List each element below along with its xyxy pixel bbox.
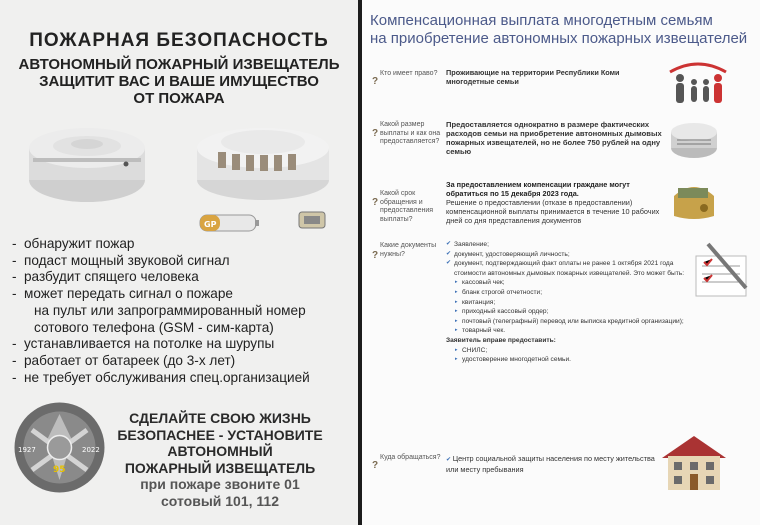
question-mark-icon: ? [372,250,379,261]
list-item: - устанавливается на потолке на шурупы [10,336,355,353]
row-label: Какой размер выплаты и как она предоставляется? [380,121,441,145]
cta-line: ПОЖАРНЫЙ ИЗВЕЩАТЕЛЬ [124,459,316,476]
battery-label: GP [204,220,217,229]
list-item: - не требует обслуживания спец.организацией [10,370,355,387]
title-line: Компенсационная выплата многодетным семьям [370,12,713,29]
list-item: - подаст мощный звуковой сигнал [10,253,355,270]
smoke-detector-image [188,112,338,207]
question-mark-icon: ? [372,76,379,87]
list-item: - обнаружит пожар [10,236,355,253]
subtitle-line: АВТОНОМНЫЙ ПОЖАРНЫЙ ИЗВЕЩАТЕЛЬ [18,56,340,73]
emblem-year-right: 2022 [82,446,100,454]
smoke-detector-icon [668,114,720,164]
cta-line: АВТОНОМНЫЙ [167,443,273,459]
cta-line: СДЕЛАЙТЕ СВОЮ ЖИЗНЬ [129,410,311,426]
mounting-kit-image [296,208,330,232]
check-icon: ✔ [446,457,453,463]
address-text: Центр социальной защиты населения по месту жительства или месту пребывания [446,454,655,474]
question-mark-icon: ? [372,128,379,139]
question-mark-icon: ? [372,197,379,208]
battery-image [198,212,260,234]
features-list [10,236,355,386]
row-label: Кто имеет право? [380,70,438,77]
row-text [446,454,656,474]
list-item-continuation: сотового телефона (GSM - сим-карта) [34,319,274,335]
emergency-phone-line: при пожаре звоните 01 [140,476,300,492]
row-label: Какой срок обращения и предоставления выплаты? [380,190,434,223]
list-item: ▸ приходный кассовый ордер; [446,307,696,317]
row-text [446,180,664,225]
wallet-icon [668,178,720,222]
row-text: Предоставляется однократно в размере фактических расходов семьи на приобретение автономных дымовых пожарных извещателей, но не более 750 рублей на одну семью [446,120,662,156]
list-item: ▸ почтовый (телеграфный) перевод или выписка кредитной организации); [446,317,696,327]
call-to-action [110,410,330,509]
row-text: Проживающие на территории Республики Коми многодетные семьи [446,68,620,86]
subtitle-line: ЗАЩИТИТ ВАС И ВАШЕ ИМУЩЕСТВО [39,73,319,90]
list-item: ▸ кассовый чек; [446,278,696,288]
list-item: - может передать сигнал о пожаре [10,286,355,303]
pen-and-checklist-icon [688,236,754,302]
question-mark-icon: ? [372,460,379,471]
deadline-text: За предоставлением компенсации граждане могут обратиться по 15 декабря 2023 года. [446,180,630,198]
leaflet-title: ПОЖАРНАЯ БЕЗОПАСНОСТЬ [29,30,329,51]
emblem-year-left: 1927 [18,446,36,454]
emergency-phone-line: сотовый 101, 112 [161,492,279,509]
list-item: ▸ товарный чек. [446,326,696,336]
list-item-continuation: на пульт или запрограммированный номер [34,302,306,318]
fire-safety-leaflet [0,0,358,525]
list-item: ▸ квитанция; [446,298,696,308]
list-item: ▸ СНИЛС; [446,346,696,356]
list-item: ✔ Заявление; [446,240,696,250]
cta-line: БЕЗОПАСНЕЕ - УСТАНОВИТЕ [117,426,323,443]
list-item: ✔ документ, удостоверяющий личность; [446,250,696,260]
fire-service-emblem-icon [12,400,107,495]
list-item: - работает от батареек (до 3-х лет) [10,353,355,370]
row-label: Какие документы нужны? [380,242,437,258]
subtitle-line: ОТ ПОЖАРА [133,90,225,107]
documents-list [446,240,696,365]
house-icon [658,432,730,494]
leaflet-subtitle [8,56,350,107]
family-icon [662,62,734,106]
list-item: ▸ бланк строгой отчетности; [446,288,696,298]
title-line: на приобретение автономных пожарных извещателей [370,30,748,47]
optional-heading: Заявитель вправе предоставить: [446,336,556,344]
smoke-detector-image [22,118,152,208]
leaflet-title [370,12,758,48]
list-item: ▸ удостоверение многодетной семьи. [446,355,696,365]
row-label: Куда обращаться? [380,454,441,461]
list-item: - разбудит спящего человека [10,269,355,286]
compensation-leaflet [362,0,760,525]
list-item: ✔ документ, подтверждающий факт оплаты не ранее 1 октября 2021 года стоимости автономных дымовых пожарных извещателей. Это может быть: [446,259,696,278]
decision-text: Решение о предоставлении (отказе в предоставлении) компенсационной выплаты принимается в течение 10 рабочих дней со дня представления документов [446,198,660,225]
emblem-number: 95 [53,465,66,475]
